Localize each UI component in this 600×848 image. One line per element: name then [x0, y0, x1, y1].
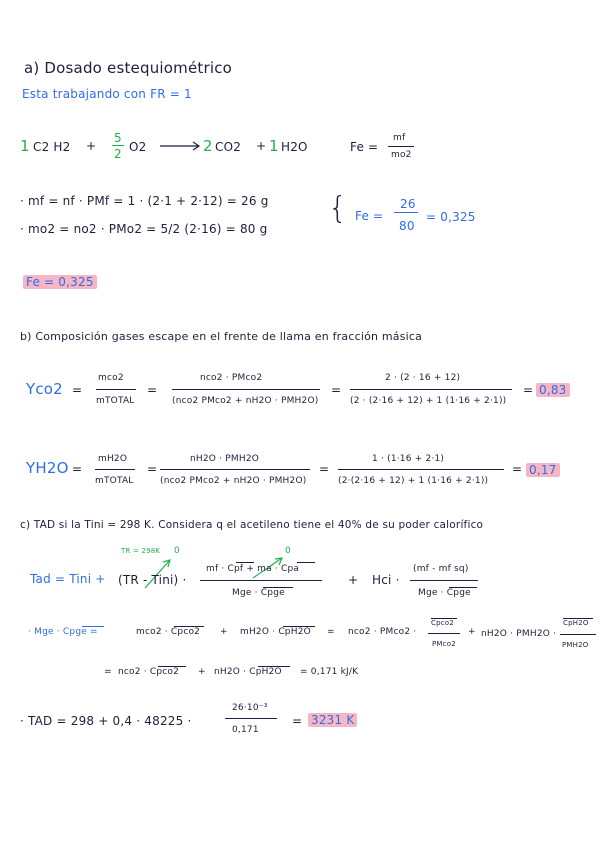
yco2-f3-denominator: (2 · (2·16 + 12) + 1 (1·16 + 2·1)) — [350, 396, 507, 406]
fe-def-lhs: Fe = — [350, 140, 379, 154]
overline — [82, 626, 104, 627]
yco2-f3-numerator: 2 · (2 · 16 + 12) — [385, 373, 461, 383]
nh2o-cph2o: nH2O · CpH2O — [214, 667, 282, 677]
tad-calc-denominator: 0,171 — [232, 725, 259, 735]
equals-sign: = — [72, 462, 83, 476]
yh2o-lhs: YH2O — [26, 459, 69, 477]
nh2o-pmh2o: nH2O · PMH2O · — [481, 629, 557, 639]
coef-co2: 2 — [203, 137, 213, 155]
overline — [258, 666, 290, 667]
yh2o-result: 0,17 — [526, 463, 560, 477]
yco2-f2-numerator: nco2 · PMco2 — [200, 373, 263, 383]
equals-sign: = — [104, 667, 112, 677]
formula-o2: O2 — [129, 140, 147, 154]
mh2o-cph2o: mH2O · CpH2O — [240, 627, 311, 637]
pmco2-denominator: PMco2 — [432, 640, 456, 648]
fraction-bar — [410, 580, 478, 581]
overline — [283, 626, 315, 627]
mo2-calculation: · mo2 = no2 · PMo2 = 5/2 (2·16) = 80 g — [20, 222, 268, 236]
coef-o2-numerator: 5 — [114, 131, 122, 145]
fraction-bar — [200, 580, 322, 581]
nco2-pmco2: nco2 · PMco2 · — [348, 627, 417, 637]
tad-calc-lhs: · TAD = 298 + 0,4 · 48225 · — [20, 714, 192, 728]
zero-annotation: 0 — [285, 546, 291, 556]
overline — [158, 666, 186, 667]
coef-c2h2: 1 — [20, 137, 30, 155]
overline — [431, 618, 457, 619]
fraction-bar — [428, 633, 460, 634]
overline — [263, 587, 293, 588]
zero-annotation: 0 — [174, 546, 180, 556]
fe-calc-result: = 0,325 — [426, 210, 476, 224]
plus-sign: + — [220, 627, 228, 637]
cph2o-numerator: CpH2O — [563, 619, 589, 627]
fraction-bar — [225, 718, 277, 719]
mge-cpge-result: = 0,171 kJ/K — [300, 667, 359, 677]
mco2-cpco2: mco2 · Cpco2 — [136, 627, 201, 637]
stoichiometric-note: Esta trabajando con FR = 1 — [22, 87, 192, 101]
yco2-f1-numerator: mco2 — [98, 373, 124, 383]
tr-annotation: TR = 298K — [121, 547, 161, 555]
section-b-heading: b) Composición gases escape en el frente de llama en fracción másica — [20, 330, 423, 343]
tad-temperature-term: (TR - Tini) · — [118, 573, 187, 587]
equals-sign: = — [147, 383, 158, 397]
tad-result: 3231 K — [308, 713, 357, 727]
plus-sign: + — [468, 627, 476, 637]
equals-sign: = — [72, 383, 83, 397]
yh2o-f3-denominator: (2·(2·16 + 12) + 1 (1·16 + 2·1)) — [338, 476, 489, 486]
formula-h2o: H2O — [281, 140, 308, 154]
nco2-cpco2: nco2 · Cpco2 — [118, 667, 180, 677]
equals-sign: = — [319, 462, 330, 476]
tad-f1-denominator: Mge · Cpge — [232, 588, 285, 598]
pmh2o-denominator: PMH2O — [562, 641, 589, 649]
hci-term: Hci · — [372, 573, 400, 587]
yco2-lhs: Yco2 — [26, 380, 63, 398]
tad-calc-numerator: 26·10⁻³ — [232, 703, 268, 713]
fe-calc-numerator: 26 — [400, 197, 416, 211]
coef-o2-denominator: 2 — [114, 147, 122, 161]
tad-f2-numerator: (mf - mf sq) — [413, 564, 469, 574]
section-a-heading: a) Dosado estequiométrico — [24, 59, 233, 77]
equals-sign: = — [331, 383, 342, 397]
fe-def-numerator: mf — [393, 133, 406, 143]
coef-h2o: 1 — [269, 137, 279, 155]
fe-def-denominator: mo2 — [391, 150, 412, 160]
plus-sign: + — [256, 139, 267, 153]
plus-sign: + — [348, 573, 359, 587]
yh2o-f2-numerator: nH2O · PMH2O — [190, 454, 260, 464]
tad-f1-numerator: mf · Cpf + ma · Cpa — [206, 564, 300, 574]
brace: { — [328, 191, 348, 226]
yh2o-f2-denominator: (nco2 PMco2 + nH2O · PMH2O) — [160, 476, 307, 486]
fraction-bar — [560, 634, 596, 635]
yh2o-f1-denominator: mTOTAL — [95, 476, 134, 486]
formula-co2: CO2 — [215, 140, 242, 154]
plus-sign: + — [198, 667, 206, 677]
fe-calc-lhs: Fe = — [355, 209, 384, 223]
overline — [236, 562, 254, 563]
overline — [449, 587, 477, 588]
overline — [174, 626, 204, 627]
equals-sign: = — [512, 462, 523, 476]
section-c-heading: c) TAD si la Tini = 298 K. Considera q el acetileno tiene el 40% de su poder calorífico — [20, 519, 484, 531]
fe-calc-denominator: 80 — [399, 219, 415, 233]
equals-sign: = — [523, 383, 534, 397]
equals-sign: = — [327, 627, 335, 637]
equals-sign: = — [147, 462, 158, 476]
yh2o-f3-numerator: 1 · (1·16 + 2·1) — [372, 454, 445, 464]
yco2-f2-denominator: (nco2 PMco2 + nH2O · PMH2O) — [172, 396, 319, 406]
cpco2-numerator: Cpco2 — [431, 619, 454, 627]
equals-sign: = — [292, 714, 303, 728]
overline — [563, 618, 593, 619]
plus-sign: + — [86, 139, 97, 153]
overline — [297, 562, 315, 563]
fe-answer: Fe = 0,325 — [23, 275, 97, 289]
tad-f2-denominator: Mge · Cpge — [418, 588, 471, 598]
formula-c2h2: C2 H2 — [33, 140, 71, 154]
yco2-f1-denominator: mTOTAL — [96, 396, 135, 406]
mge-lhs: · Mge · Cpge = — [28, 627, 98, 637]
mf-calculation: · mf = nf · PMf = 1 · (2·1 + 2·12) = 26 g — [20, 194, 269, 208]
yco2-result: 0,83 — [536, 383, 570, 397]
yh2o-f1-numerator: mH2O — [98, 454, 128, 464]
tad-lhs: Tad = Tini + — [30, 572, 106, 586]
